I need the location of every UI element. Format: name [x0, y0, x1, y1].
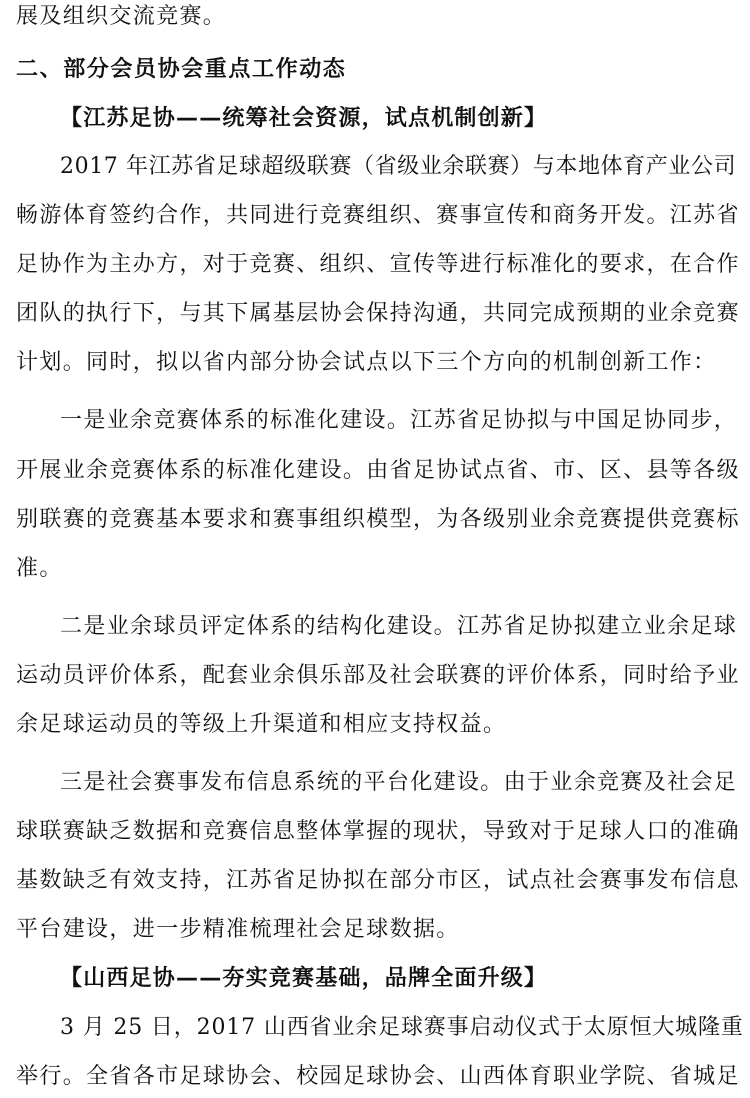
paragraph-line: 畅游体育签约合作，共同进行竞赛组织、赛事宣传和商务开发。江苏省: [16, 203, 740, 228]
paragraph-line: 运动员评价体系，配套业余俱乐部及社会联赛的评价体系，同时给予业: [16, 663, 740, 688]
paragraph-line: 计划。同时，拟以省内部分协会试点以下三个方向的机制创新工作：: [16, 350, 717, 375]
paragraph-line: 基数缺乏有效支持，江苏省足协拟在部分市区，试点社会赛事发布信息: [16, 868, 740, 893]
paragraph-line: 开展业余竞赛体系的标准化建设。由省足协试点省、市、区、县等各级: [16, 458, 740, 483]
paragraph-line: 余足球运动员的等级上升渠道和相应支持权益。: [16, 712, 507, 737]
paragraph-line: 球联赛缺乏数据和竞赛信息整体掌握的现状，导致对于足球人口的准确: [16, 819, 740, 844]
subsection-heading-jiangsu: 【江苏足协——统筹社会资源，试点机制创新】: [60, 106, 548, 131]
paragraph-line: 准。: [16, 556, 63, 581]
paragraph-line: 别联赛的竞赛基本要求和赛事组织模型，为各级别业余竞赛提供竞赛标: [16, 507, 740, 532]
paragraph-line: 足协作为主办方，对于竞赛、组织、宣传等进行标准化的要求，在合作: [16, 252, 740, 277]
section-heading: 二、部分会员协会重点工作动态: [16, 57, 347, 82]
paragraph-line: 二是业余球员评定体系的结构化建设。江苏省足协拟建立业余足球: [60, 614, 738, 639]
paragraph-line: 团队的执行下，与其下属基层协会保持沟通，共同完成预期的业余竞赛: [16, 301, 740, 326]
paragraph-line: 2017 年江苏省足球超级联赛（省级业余联赛）与本地体育产业公司: [60, 154, 737, 179]
subsection-heading-shanxi: 【山西足协——夯实竞赛基础，品牌全面升级】: [60, 966, 548, 991]
paragraph-line: 举行。全省各市足球协会、校园足球协会、山西体育职业学院、省城足: [16, 1064, 740, 1089]
paragraph-line: 三是社会赛事发布信息系统的平台化建设。由于业余竞赛及社会足: [60, 770, 738, 795]
paragraph-line: 平台建设，进一步精准梳理社会足球数据。: [16, 917, 460, 942]
paragraph-line: 展及组织交流竞赛。: [16, 4, 227, 29]
paragraph-line: 一是业余竞赛体系的标准化建设。江苏省足协拟与中国足协同步，: [60, 408, 738, 433]
paragraph-line: 3 月 25 日，2017 山西省业余足球赛事启动仪式于太原恒大城隆重: [60, 1015, 744, 1040]
